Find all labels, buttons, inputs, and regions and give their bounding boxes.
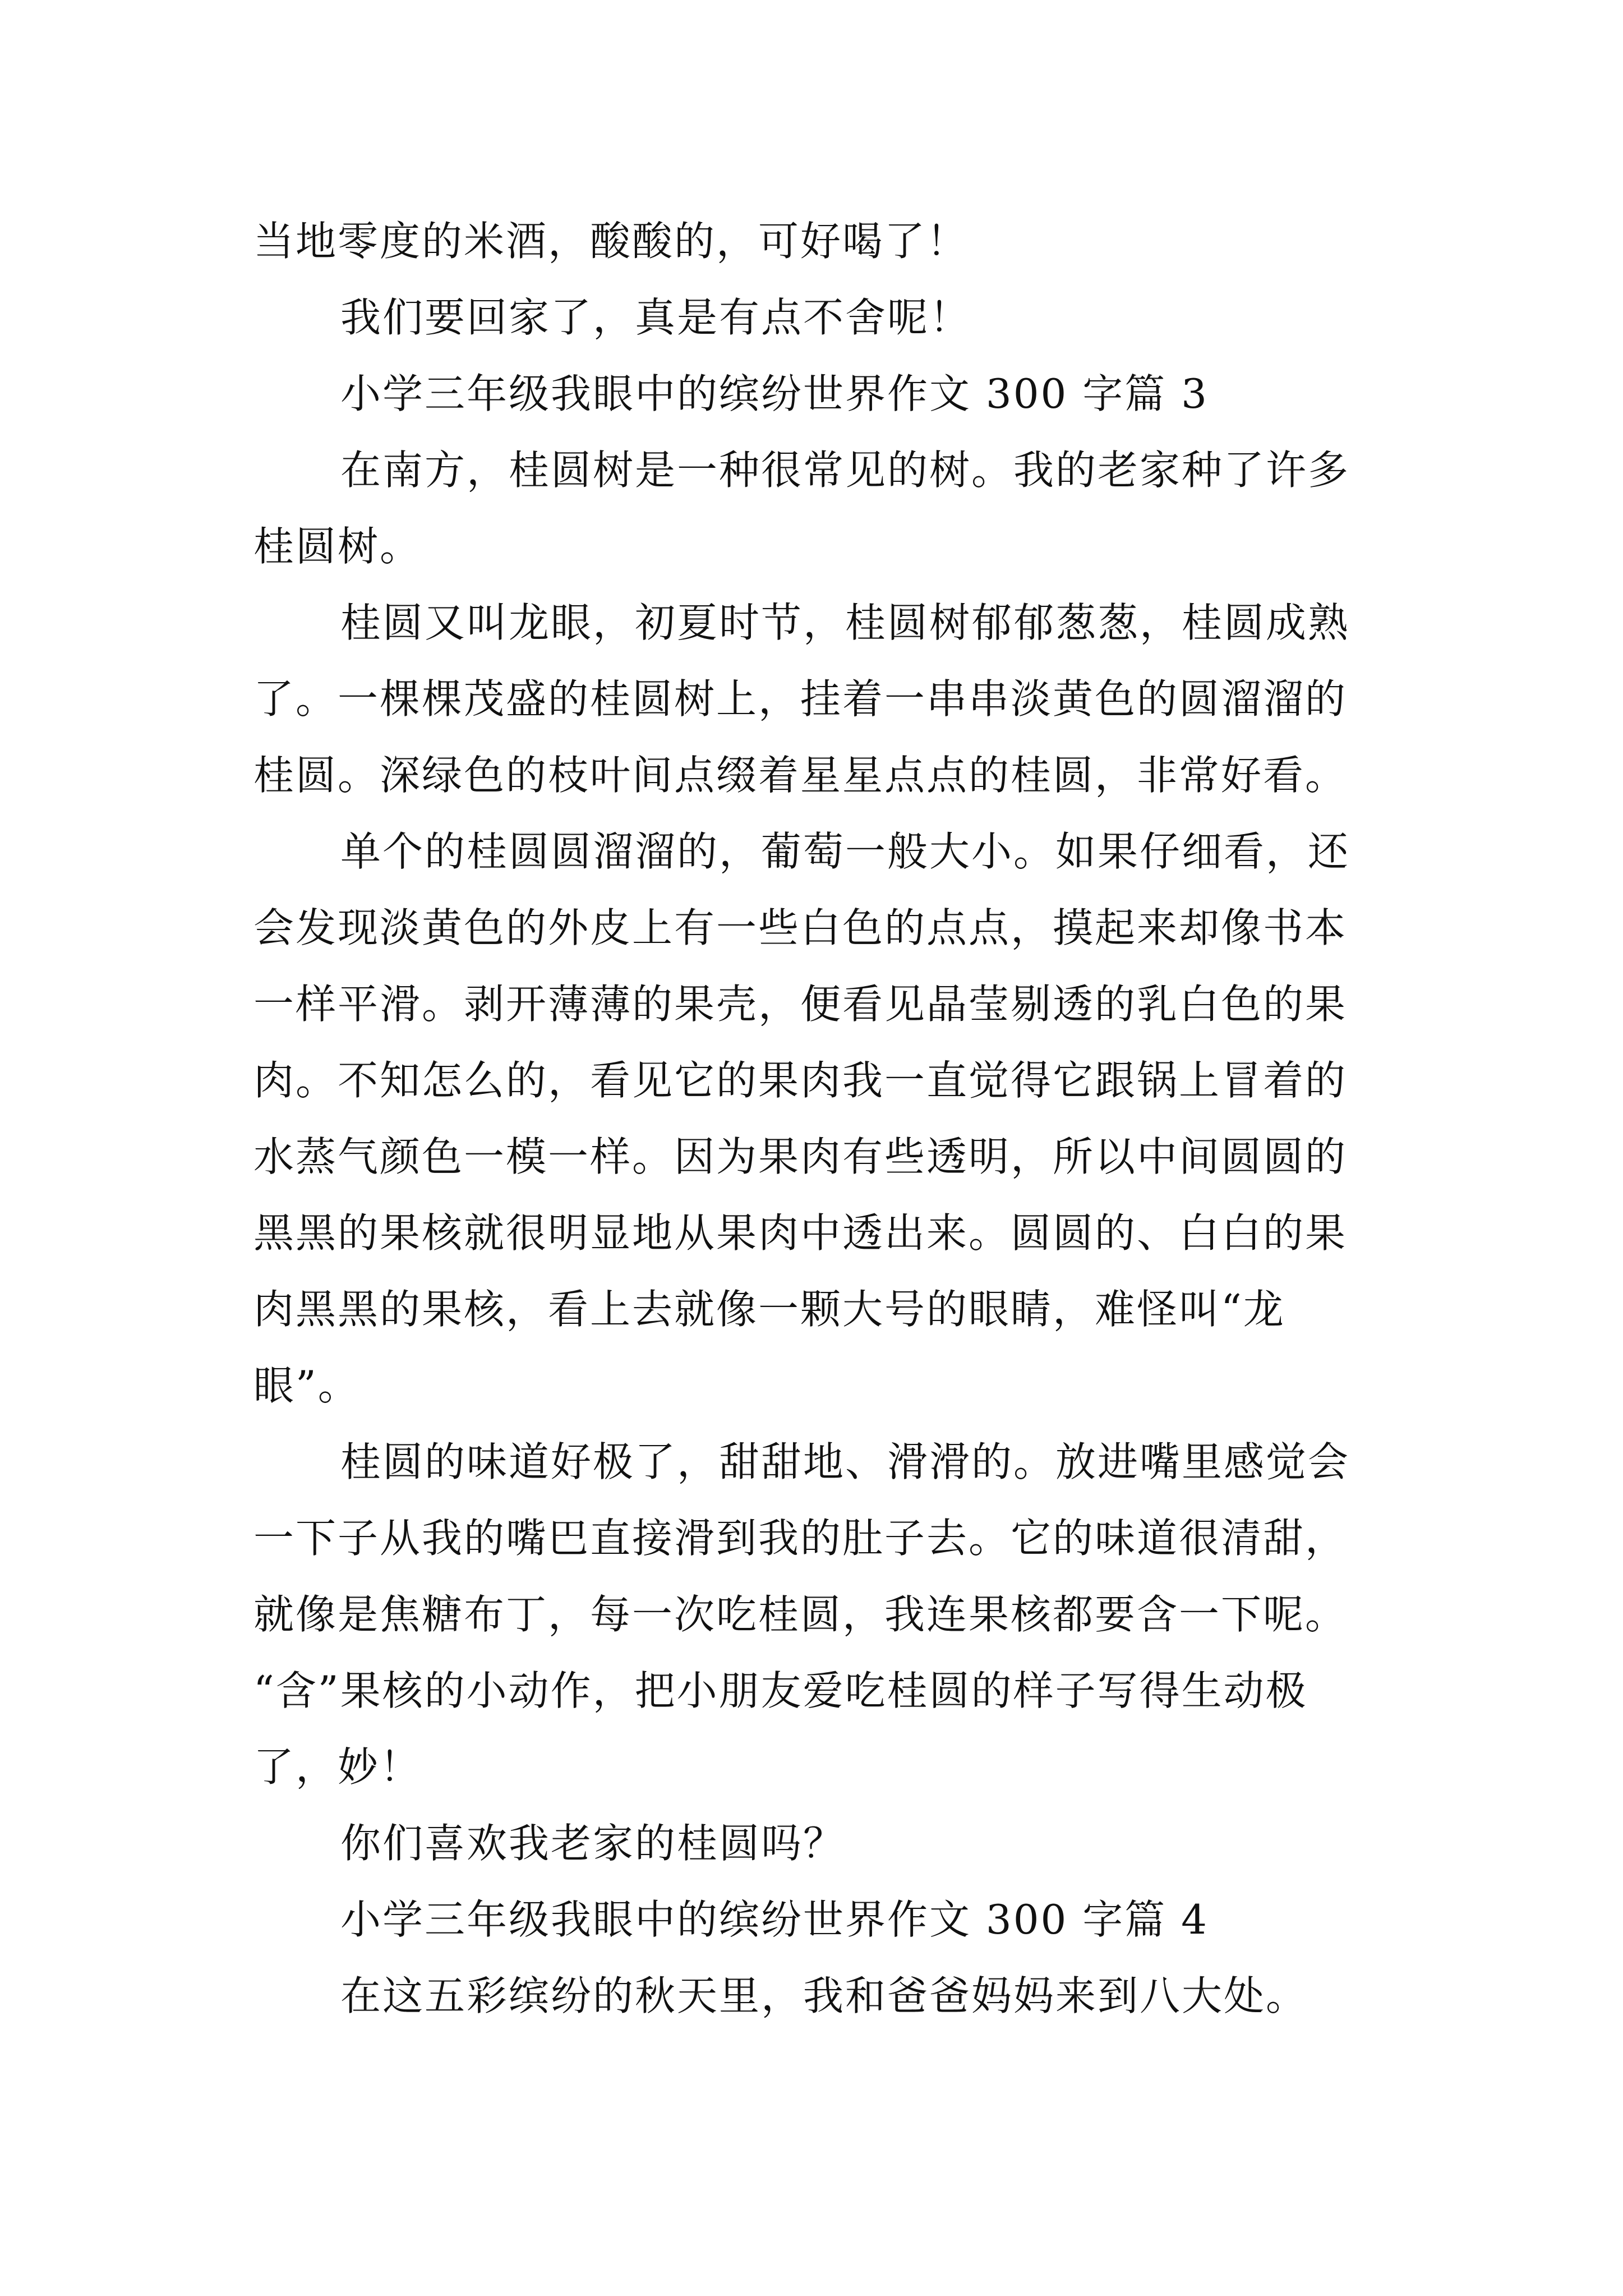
text-line: 桂圆的味道好极了，甜甜地、滑滑的。放进嘴里感觉会 [340,1438,1350,1485]
text-line: 桂圆。深绿色的枝叶间点缀着星星点点的桂圆，非常好看。 [253,752,1348,799]
text-line: 水蒸气颜色一模一样。因为果肉有些透明，所以中间圆圆的 [253,1133,1348,1180]
text-line: 单个的桂圆圆溜溜的，葡萄一般大小。如果仔细看，还 [340,828,1350,875]
section-heading: 小学三年级我眼中的缤纷世界作文 300 字篇 3 [340,370,1209,417]
section-heading: 小学三年级我眼中的缤纷世界作文 300 字篇 4 [340,1896,1209,1943]
text-line: 会发现淡黄色的外皮上有一些白色的点点，摸起来却像书本 [253,904,1348,951]
text-line: 黑黑的果核就很明显地从果肉中透出来。圆圆的、白白的果 [253,1209,1348,1257]
text-line: 桂圆又叫龙眼，初夏时节，桂圆树郁郁葱葱，桂圆成熟 [340,599,1350,646]
text-line: 了，妙！ [253,1743,422,1791]
text-line: 眼”。 [253,1362,360,1409]
text-line: 在南方，桂圆树是一种很常见的树。我的老家种了许多 [340,447,1350,494]
text-line: “含”果核的小动作，把小朋友爱吃桂圆的样子写得生动极 [253,1667,1308,1714]
document-body [253,203,1399,2034]
text-line: 你们喜欢我老家的桂圆吗？ [340,1820,846,1867]
text-line: 桂圆树。 [253,523,422,570]
text-line: 一样平滑。剥开薄薄的果壳，便看见晶莹剔透的乳白色的果 [253,981,1348,1028]
text-line: 在这五彩缤纷的秋天里，我和爸爸妈妈来到八大处。 [340,1972,1308,2019]
text-line: 肉黑黑的果核，看上去就像一颗大号的眼睛，难怪叫“龙 [253,1286,1285,1333]
text-line: 肉。不知怎么的，看见它的果肉我一直觉得它跟锅上冒着的 [253,1057,1348,1104]
text-line: 我们要回家了，真是有点不舍呢！ [340,294,972,341]
text-line: 当地零度的米酒，酸酸的，可好喝了！ [253,218,969,265]
text-line: 一下子从我的嘴巴直接滑到我的肚子去。它的味道很清甜， [253,1515,1348,1562]
text-line: 了。一棵棵茂盛的桂圆树上，挂着一串串淡黄色的圆溜溜的 [253,675,1348,723]
text-line: 就像是焦糖布丁，每一次吃桂圆，我连果核都要含一下呢。 [253,1591,1348,1638]
